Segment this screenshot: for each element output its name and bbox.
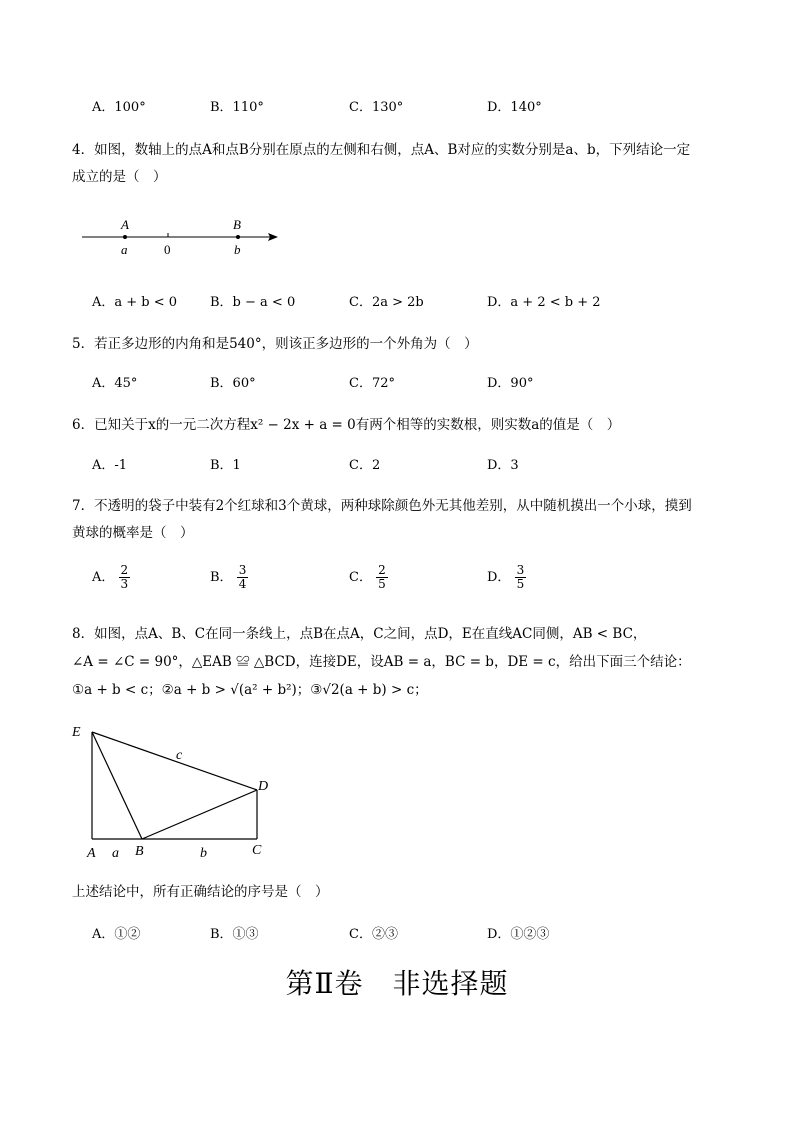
q4-text-line1: 4．如图，数轴上的点A和点B分别在原点的左侧和右侧，点A、B对应的实数分别是a、b，下列结论一定 [72, 142, 691, 158]
vertex-b-label: B [135, 844, 144, 859]
q8-option-b: B．①③ [210, 927, 259, 942]
q3-option-d: D．140° [487, 100, 542, 115]
q7-option-a [92, 564, 130, 591]
q5-option-b: B．60° [210, 376, 256, 391]
q4-option-b: B．b − a < 0 [210, 295, 296, 310]
label-origin: 0 [164, 242, 171, 257]
label-point-a: A [121, 217, 129, 232]
denominator: 5 [516, 577, 525, 591]
q4-option-a: A．a + b < 0 [92, 295, 178, 310]
vertex-c-label: C [252, 843, 262, 858]
segment-ed [92, 732, 257, 790]
q4-option-d: D．a + 2 < b + 2 [487, 295, 601, 310]
vertex-a-label: A [87, 846, 96, 861]
q5-text: 5．若正多边形的内角和是540°，则该正多边形的一个外角为（ ） [72, 336, 478, 352]
point-a-dot [123, 235, 127, 239]
vertex-d-label: D [258, 779, 269, 794]
q8-option-c: C．②③ [349, 927, 398, 942]
section-title: 第Ⅱ卷 非选择题 [285, 967, 509, 1000]
q7-option-c [349, 564, 388, 591]
numerator: 2 [378, 563, 386, 577]
q8-text-line1: 8．如图，点A、B、C在同一条线上，点B在点A，C之间，点D，E在直线AC同侧，AB < BC， [72, 626, 647, 642]
denominator: 5 [378, 577, 386, 591]
q6-option-a: A．-1 [92, 458, 128, 473]
q5-option-d: D．90° [487, 376, 534, 391]
side-c-label: c [176, 748, 183, 763]
side-a-label: a [112, 846, 119, 861]
q7-option-d-fraction [515, 564, 527, 591]
q3-option-a: A．100° [92, 100, 146, 115]
numerator: 2 [120, 563, 129, 577]
q8-option-d: D．①②③ [487, 927, 550, 942]
q6-option-b: B．1 [210, 458, 241, 473]
point-b-dot [236, 235, 240, 239]
denominator: 4 [238, 577, 247, 591]
numerator: 3 [516, 563, 525, 577]
q8-text-line4: 上述结论中，所有正确结论的序号是（ ） [72, 884, 329, 900]
q3-option-c: C．130° [349, 100, 404, 115]
q6-text: 6．已知关于x的一元二次方程x² − 2x + a = 0有两个相等的实数根，则实数a的值是（ ） [72, 417, 621, 433]
q5-option-c: C．72° [349, 376, 395, 391]
q8-text-line2: ∠A = ∠C = 90°，△EAB ≌ △BCD，连接DE，设AB = a，BC = b，DE = c，给出下面三个结论： [72, 654, 691, 670]
q7-text-line1: 7．不透明的袋子中装有2个红球和3个黄球，两种球除颜色外无其他差别，从中随机摸出一个小球，摸到 [72, 498, 692, 514]
q7-option-b-label: B． [210, 570, 233, 585]
q6-option-c: C．2 [349, 458, 381, 473]
q7-option-d-label: D． [487, 570, 511, 585]
q4-option-c: C．2a > 2b [349, 295, 424, 310]
q4-text-line2: 成立的是（ ） [72, 169, 167, 185]
segment-bd [142, 790, 257, 839]
q7-option-a-fraction [119, 564, 131, 591]
q7-option-b [210, 564, 248, 591]
q6-option-d: D．3 [487, 458, 519, 473]
q5-option-a: A．45° [92, 376, 138, 391]
side-b-label: b [200, 846, 207, 861]
q8-text-line3: ①a + b < c；②a + b > √(a² + b²)；③√2(a + b) > c； [72, 682, 428, 698]
q3-option-b: B．110° [210, 100, 264, 115]
number-line-figure [78, 212, 288, 262]
label-value-a: a [121, 242, 128, 257]
q7-option-d [487, 564, 526, 591]
vertex-e-label: E [72, 725, 81, 740]
q7-option-c-label: C． [349, 570, 372, 585]
triangle-figure [70, 718, 280, 863]
label-point-b: B [233, 217, 241, 232]
q7-option-a-label: A． [92, 570, 115, 585]
numerator: 3 [238, 563, 247, 577]
q7-option-c-fraction [376, 564, 388, 591]
q7-text-line2: 黄球的概率是（ ） [72, 525, 194, 541]
denominator: 3 [120, 577, 129, 591]
q7-option-b-fraction [237, 564, 249, 591]
q8-option-a: A．①② [92, 927, 141, 942]
label-value-b: b [234, 242, 241, 257]
segment-eb [92, 732, 142, 839]
